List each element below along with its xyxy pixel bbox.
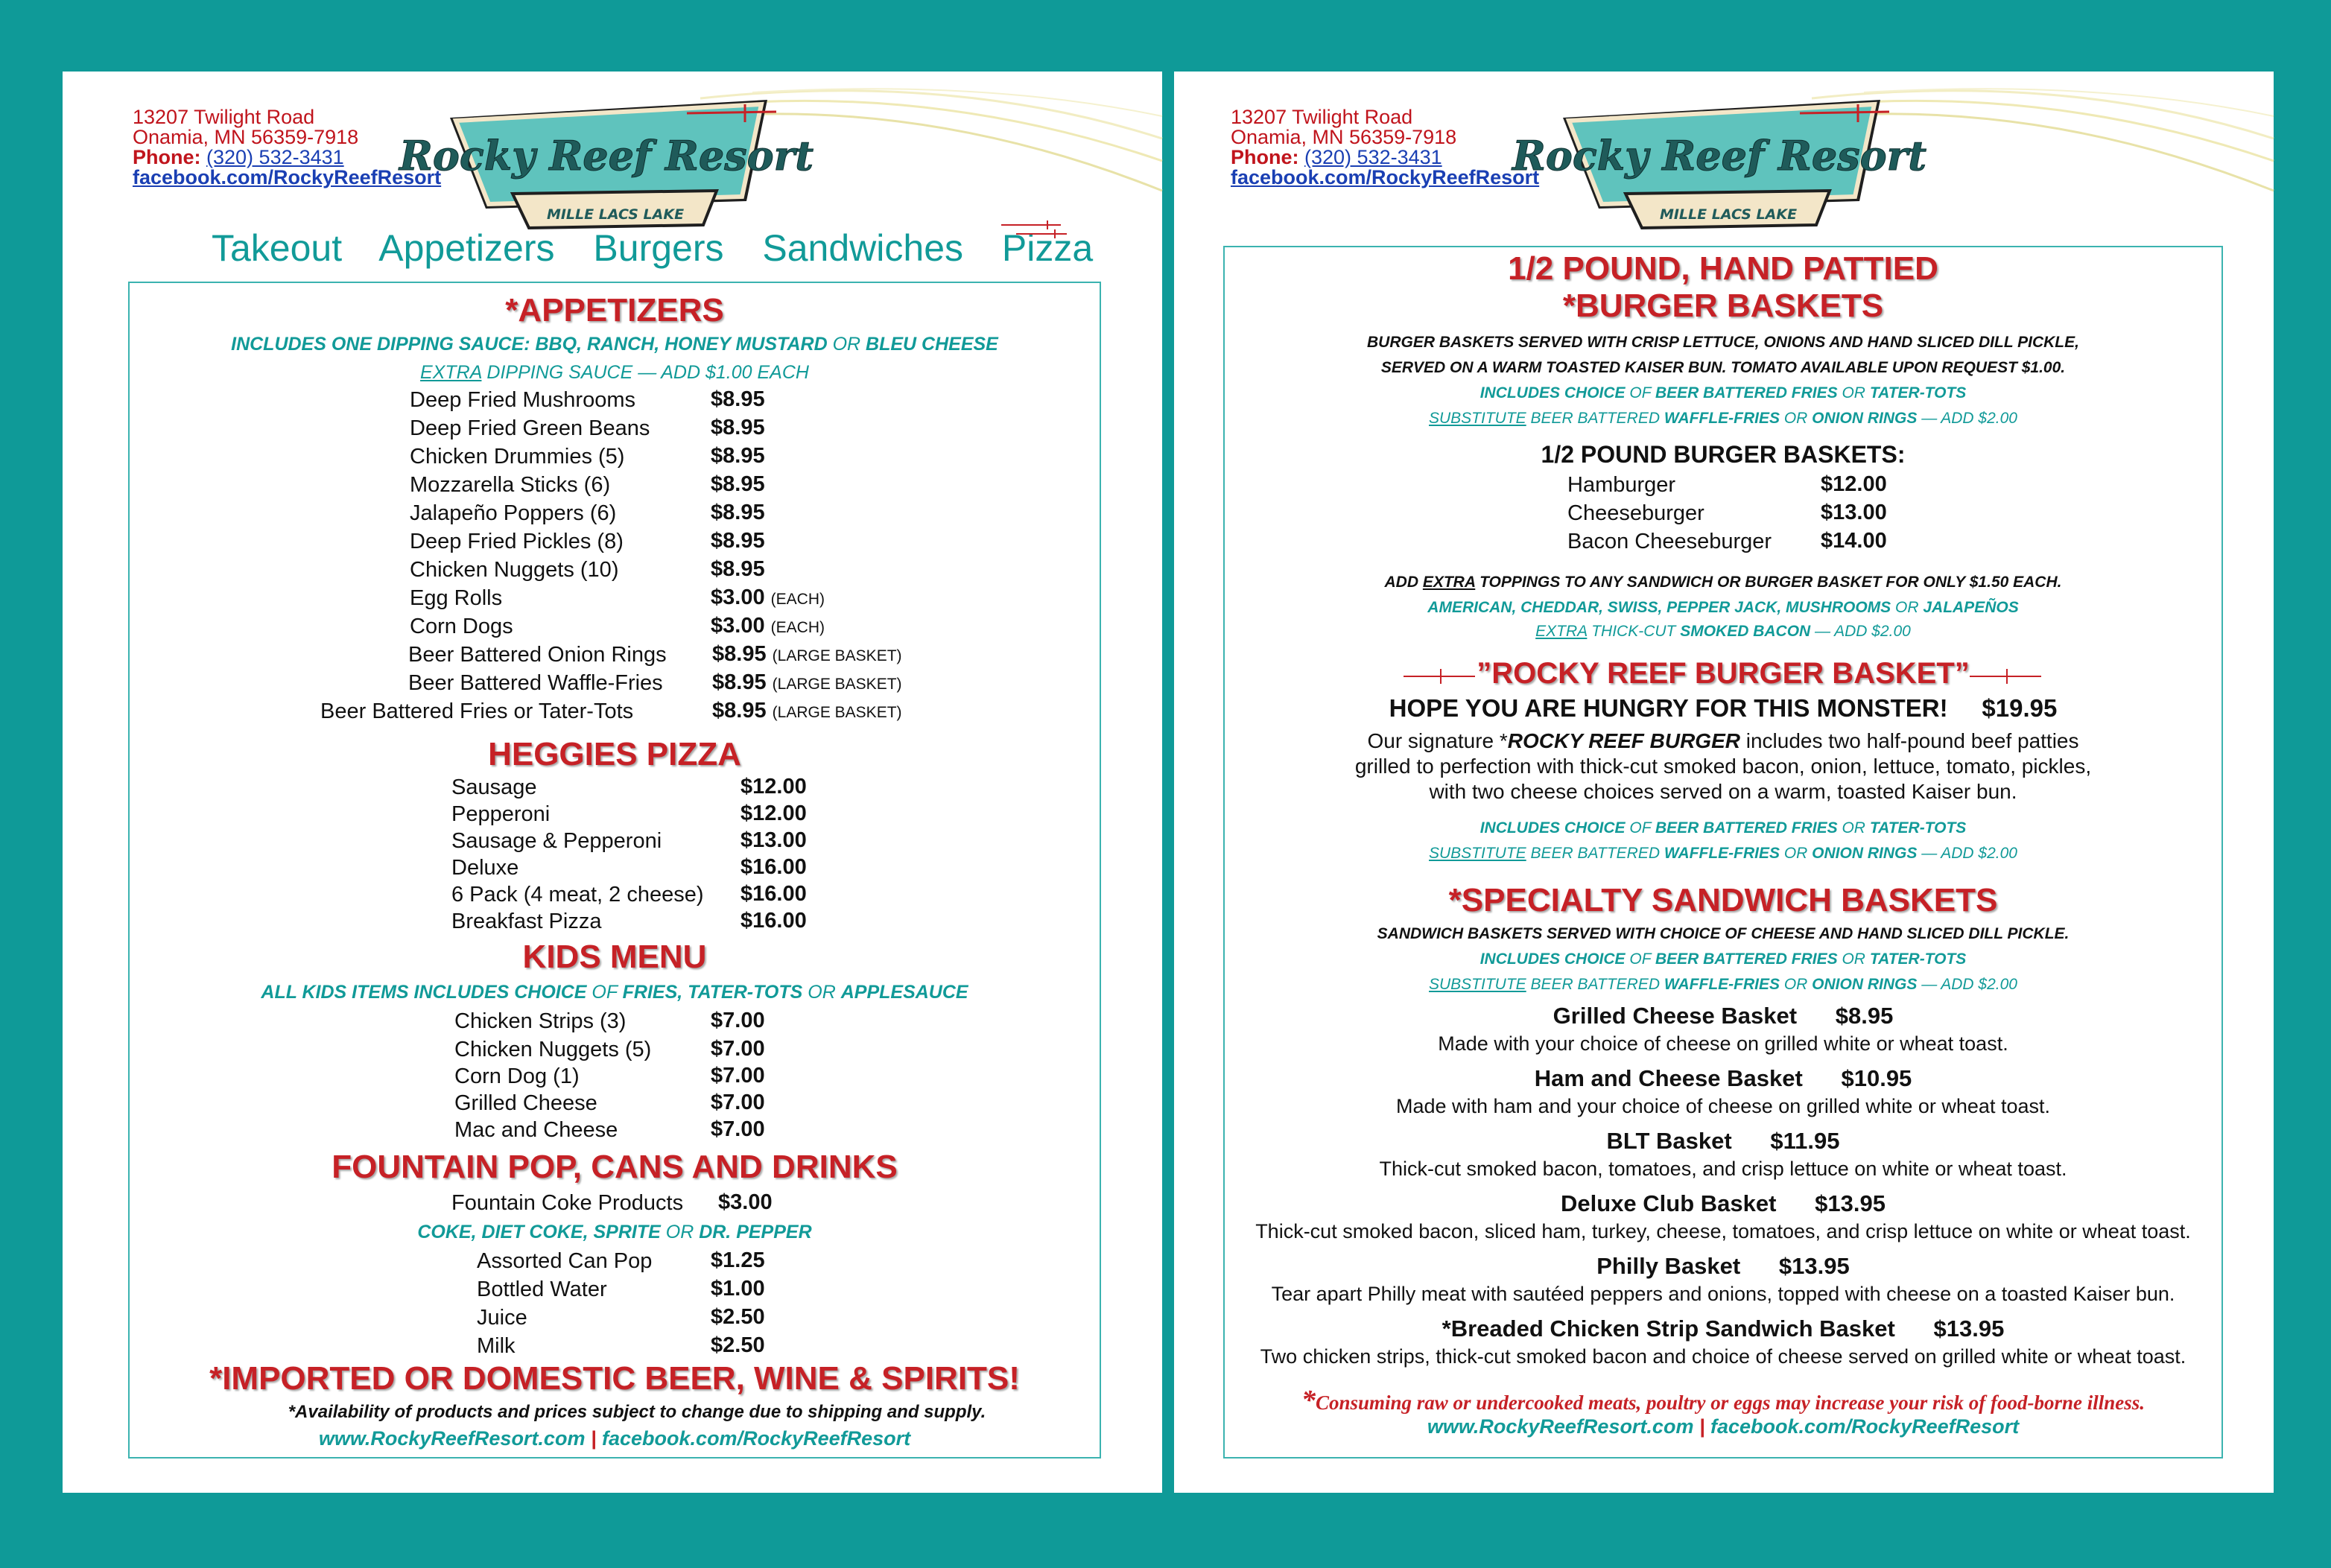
sandwich-desc: Thick-cut smoked bacon, tomatoes, and crisp lettuce on white or wheat toast. — [1379, 1158, 2067, 1180]
phone-link[interactable]: (320) 532-3431 — [1304, 146, 1442, 168]
fountain-item-price: $3.00 — [718, 1190, 773, 1214]
burger-item-name: Bacon Cheeseburger — [1567, 530, 1772, 553]
signature-desc-line2: grilled to perfection with thick-cut smoked bacon, onion, lettuce, tomato, pickles, — [1354, 755, 2092, 778]
appetizer-item-name: Deep Fried Mushrooms — [410, 388, 635, 412]
appetizer-item-price: $3.00 (EACH) — [711, 614, 825, 638]
appetizer-item-price: $3.00 (EACH) — [711, 585, 825, 609]
fountain-item-name: Fountain Coke Products — [451, 1191, 684, 1215]
extra-sauce-note: EXTRA DIPPING SAUCE — ADD $1.00 EACH — [420, 362, 809, 383]
star-deco-icon — [1970, 664, 2044, 687]
sandwich-desc: Made with your choice of cheese on grilled white or wheat toast. — [1438, 1032, 2008, 1055]
appetizer-item-name: Beer Battered Waffle-Fries — [408, 671, 663, 695]
address-street: 13207 Twilight Road — [133, 106, 315, 128]
appetizer-item-price: $8.95 — [711, 472, 765, 496]
burger-heading-line1: 1/2 POUND, HAND PATTIED — [1508, 250, 1938, 287]
appetizer-item-price: $8.95 — [711, 501, 765, 524]
appetizer-item-name: Chicken Drummies (5) — [410, 445, 625, 469]
rocky-reef-burger-heading: ”ROCKY REEF BURGER BASKET” — [1477, 657, 1970, 690]
signature-desc-line3: with two cheese choices served on a warm, toasted Kaiser bun. — [1429, 780, 2017, 803]
pizza-item-price: $16.00 — [740, 882, 807, 906]
pizza-item-price: $16.00 — [740, 909, 807, 933]
pizza-item-name: Sausage — [451, 775, 537, 799]
tab-burgers[interactable]: Burgers — [593, 227, 724, 269]
specialty-substitute-note: SUBSTITUTE BEER BATTERED WAFFLE-FRIES OR ONION RINGS — ADD $2.00 — [1429, 976, 2017, 993]
appetizer-item-name: Jalapeño Poppers (6) — [410, 501, 617, 525]
pizza-item-name: Sausage & Pepperoni — [451, 829, 662, 853]
pizza-item-name: Breakfast Pizza — [451, 910, 602, 933]
appetizer-item-price: $8.95 (LARGE BASKET) — [712, 699, 902, 723]
kids-item-price: $7.00 — [711, 1091, 765, 1114]
kids-note: ALL KIDS ITEMS INCLUDES CHOICE OF FRIES, TATER-TOTS OR APPLESAUCE — [261, 982, 968, 1003]
kids-item-price: $7.00 — [711, 1009, 765, 1032]
burger-item-price: $14.00 — [1821, 529, 1887, 553]
appetizer-item-price: $8.95 — [711, 387, 765, 411]
appetizers-sauce-note: INCLUDES ONE DIPPING SAUCE: BBQ, RANCH, HONEY MUSTARD OR BLEU CHEESE — [231, 334, 998, 355]
appetizer-item-price: $8.95 — [711, 557, 765, 581]
burger-heading-line2: *BURGER BASKETS — [1562, 288, 1884, 324]
footer-links: www.RockyReefResort.com | facebook.com/RockyReefResort — [1427, 1415, 2020, 1438]
kids-item-name: Corn Dog (1) — [454, 1064, 580, 1088]
appetizer-item-price: $8.95 (LARGE BASKET) — [712, 670, 902, 694]
tab-sandwiches[interactable]: Sandwiches — [762, 227, 963, 269]
food-safety-warning: *Consuming raw or undercooked meats, poultry or eggs may increase your risk of food-borne illness. — [1301, 1385, 2146, 1416]
logo-title: Rocky Reef Resort — [1512, 132, 1927, 180]
drink-item-price: $1.00 — [711, 1277, 765, 1301]
kids-item-name: Chicken Nuggets (5) — [454, 1038, 652, 1061]
monster-price: $19.95 — [1982, 694, 2058, 722]
tab-appetizers[interactable]: Appetizers — [378, 227, 555, 269]
appetizer-item-price: $8.95 — [711, 444, 765, 468]
burger-substitute-note: SUBSTITUTE BEER BATTERED WAFFLE-FRIES OR ONION RINGS — ADD $2.00 — [1429, 410, 2017, 427]
menu-tabs — [212, 226, 1121, 270]
specialty-heading: *SPECIALTY SANDWICH BASKETS — [1448, 882, 1998, 918]
menu-page-left — [63, 72, 1162, 1493]
rr-includes-note: INCLUDES CHOICE OF BEER BATTERED FRIES OR TATER-TOTS — [1480, 819, 1967, 837]
drinks-note: COKE, DIET COKE, SPRITE OR DR. PEPPER — [417, 1222, 812, 1242]
sandwich-title: BLT Basket $11.95 — [1606, 1128, 1840, 1154]
kids-item-name: Grilled Cheese — [454, 1091, 597, 1115]
appetizer-item-name: Beer Battered Fries or Tater-Tots — [320, 699, 634, 723]
pizza-item-price: $12.00 — [740, 775, 807, 799]
kids-heading: KIDS MENU — [522, 939, 707, 975]
kids-item-price: $7.00 — [711, 1064, 765, 1088]
footer-facebook-link[interactable]: facebook.com/RockyReefResort — [1710, 1415, 2020, 1438]
drink-item-name: Bottled Water — [477, 1277, 607, 1301]
kids-item-price: $7.00 — [711, 1117, 765, 1141]
logo-subtitle: MILLE LACS LAKE — [546, 206, 685, 223]
kids-item-name: Chicken Strips (3) — [454, 1009, 627, 1033]
drinks-heading: FOUNTAIN POP, CANS AND DRINKS — [332, 1149, 898, 1185]
sandwich-desc: Made with ham and your choice of cheese on grilled white or wheat toast. — [1396, 1095, 2050, 1117]
sandwich-title: Grilled Cheese Basket $8.95 — [1553, 1003, 1894, 1029]
half-pound-subheading: 1/2 POUND BURGER BASKETS: — [1541, 441, 1906, 468]
appetizer-item-price: $8.95 (LARGE BASKET) — [712, 642, 902, 666]
specialty-desc: SANDWICH BASKETS SERVED WITH CHOICE OF CHEESE AND HAND SLICED DILL PICKLE. — [1377, 925, 2070, 942]
extra-bacon-note: EXTRA THICK-CUT SMOKED BACON — ADD $2.00 — [1535, 623, 1911, 640]
pizza-item-price: $12.00 — [740, 802, 807, 825]
appetizer-item-price: $8.95 — [711, 416, 765, 439]
tab-takeout[interactable]: Takeout — [212, 227, 343, 269]
star-deco-icon — [1001, 218, 1068, 240]
rocky-reef-logo — [399, 97, 814, 231]
sandwich-title: *Breaded Chicken Strip Sandwich Basket $13.95 — [1442, 1315, 2005, 1342]
website-link[interactable]: www.RockyReefResort.com — [1427, 1415, 1694, 1438]
pizza-item-price: $16.00 — [740, 855, 807, 879]
extra-toppings-note: ADD EXTRA TOPPINGS TO ANY SANDWICH OR BURGER BASKET FOR ONLY $1.50 EACH. — [1384, 574, 2062, 591]
facebook-link[interactable]: facebook.com/RockyReefResort — [133, 166, 442, 188]
availability-note: *Availability of products and prices subject to change due to shipping and supply. — [288, 1402, 986, 1422]
menu-page-right — [1174, 72, 2274, 1493]
logo-subtitle: MILLE LACS LAKE — [1659, 206, 1798, 223]
specialty-includes-note: INCLUDES CHOICE OF BEER BATTERED FRIES OR TATER-TOTS — [1480, 950, 1967, 968]
kids-item-price: $7.00 — [711, 1037, 765, 1061]
address-city: Onamia, MN 56359-7918 — [133, 126, 359, 148]
rocky-reef-logo — [1512, 97, 1927, 231]
burger-item-name: Hamburger — [1567, 473, 1676, 497]
sandwich-desc: Two chicken strips, thick-cut smoked bacon and choice of cheese served on grilled white or wheat toast. — [1260, 1345, 2186, 1368]
burger-includes-note: INCLUDES CHOICE OF BEER BATTERED FRIES OR TATER-TOTS — [1480, 384, 1967, 401]
facebook-link[interactable]: facebook.com/RockyReefResort — [1231, 166, 1540, 188]
appetizer-item-name: Deep Fried Pickles (8) — [410, 530, 624, 553]
sandwich-title: Ham and Cheese Basket $10.95 — [1534, 1065, 1912, 1091]
drink-item-price: $1.25 — [711, 1248, 765, 1272]
appetizer-item-name: Deep Fried Green Beans — [410, 416, 650, 440]
toppings-list: AMERICAN, CHEDDAR, SWISS, PEPPER JACK, MUSHROOMS OR JALAPEÑOS — [1427, 599, 2019, 616]
beer-wine-heading: *IMPORTED OR DOMESTIC BEER, WINE & SPIRITS! — [209, 1360, 1020, 1397]
address-street: 13207 Twilight Road — [1231, 106, 1413, 128]
tab-pizza[interactable]: Pizza — [1001, 227, 1094, 269]
drink-item-name: Milk — [477, 1334, 516, 1358]
drink-item-name: Assorted Can Pop — [477, 1249, 653, 1273]
sandwich-desc: Tear apart Philly meat with sautéed peppers and onions, topped with cheese on a toasted Kaiser bun. — [1271, 1283, 2175, 1305]
address-block — [133, 107, 441, 188]
footer-facebook-link[interactable]: facebook.com/RockyReefResort — [602, 1427, 911, 1450]
burger-item-price: $12.00 — [1821, 472, 1887, 496]
pizza-item-name: Pepperoni — [451, 802, 551, 826]
pizza-item-price: $13.00 — [740, 828, 807, 852]
website-link[interactable]: www.RockyReefResort.com — [318, 1427, 586, 1450]
monster-line: HOPE YOU ARE HUNGRY FOR THIS MONSTER! $19.95 — [1389, 694, 2058, 722]
footer-links: www.RockyReefResort.com | facebook.com/RockyReefResort — [318, 1427, 911, 1450]
logo-title: Rocky Reef Resort — [399, 132, 814, 180]
burger-item-price: $13.00 — [1821, 501, 1887, 524]
appetizer-item-name: Beer Battered Onion Rings — [408, 643, 667, 667]
sandwich-desc: Thick-cut smoked bacon, sliced ham, turkey, cheese, tomatoes, and crisp lettuce on white or wheat toast. — [1255, 1220, 2191, 1242]
pizza-heading: HEGGIES PIZZA — [488, 736, 741, 772]
burger-desc-line1: BURGER BASKETS SERVED WITH CRISP LETTUCE, ONIONS AND HAND SLICED DILL PICKLE, — [1367, 334, 2079, 351]
phone-link[interactable]: (320) 532-3431 — [206, 146, 344, 168]
pizza-item-name: 6 Pack (4 meat, 2 cheese) — [451, 883, 704, 907]
drink-item-price: $2.50 — [711, 1333, 765, 1357]
address-block — [1231, 107, 1539, 188]
appetizers-heading: *APPETIZERS — [505, 292, 724, 328]
sandwich-title: Philly Basket $13.95 — [1596, 1253, 1850, 1279]
appetizer-item-price: $8.95 — [711, 529, 765, 553]
kids-item-name: Mac and Cheese — [454, 1118, 618, 1142]
drink-item-price: $2.50 — [711, 1305, 765, 1329]
appetizer-item-name: Egg Rolls — [410, 586, 503, 610]
phone-label: Phone: — [133, 146, 201, 168]
phone-label: Phone: — [1231, 146, 1299, 168]
pizza-item-name: Deluxe — [451, 856, 519, 880]
burger-item-name: Cheeseburger — [1567, 501, 1704, 525]
left-menu-box — [128, 282, 1101, 1459]
burger-desc-line2: SERVED ON A WARM TOASTED KAISER BUN. TOMATO AVAILABLE UPON REQUEST $1.00. — [1380, 359, 2066, 376]
address-city: Onamia, MN 56359-7918 — [1231, 126, 1457, 148]
drink-item-name: Juice — [477, 1306, 527, 1330]
right-menu-box — [1223, 246, 2223, 1459]
appetizer-item-name: Corn Dogs — [410, 615, 513, 638]
rr-substitute-note: SUBSTITUTE BEER BATTERED WAFFLE-FRIES OR ONION RINGS — ADD $2.00 — [1429, 845, 2017, 862]
signature-desc-line1: Our signature *ROCKY REEF BURGER includes two half-pound beef patties — [1367, 729, 2079, 752]
appetizer-item-name: Mozzarella Sticks (6) — [410, 473, 611, 497]
sandwich-title: Deluxe Club Basket $13.95 — [1561, 1190, 1886, 1216]
appetizer-item-name: Chicken Nuggets (10) — [410, 558, 619, 582]
